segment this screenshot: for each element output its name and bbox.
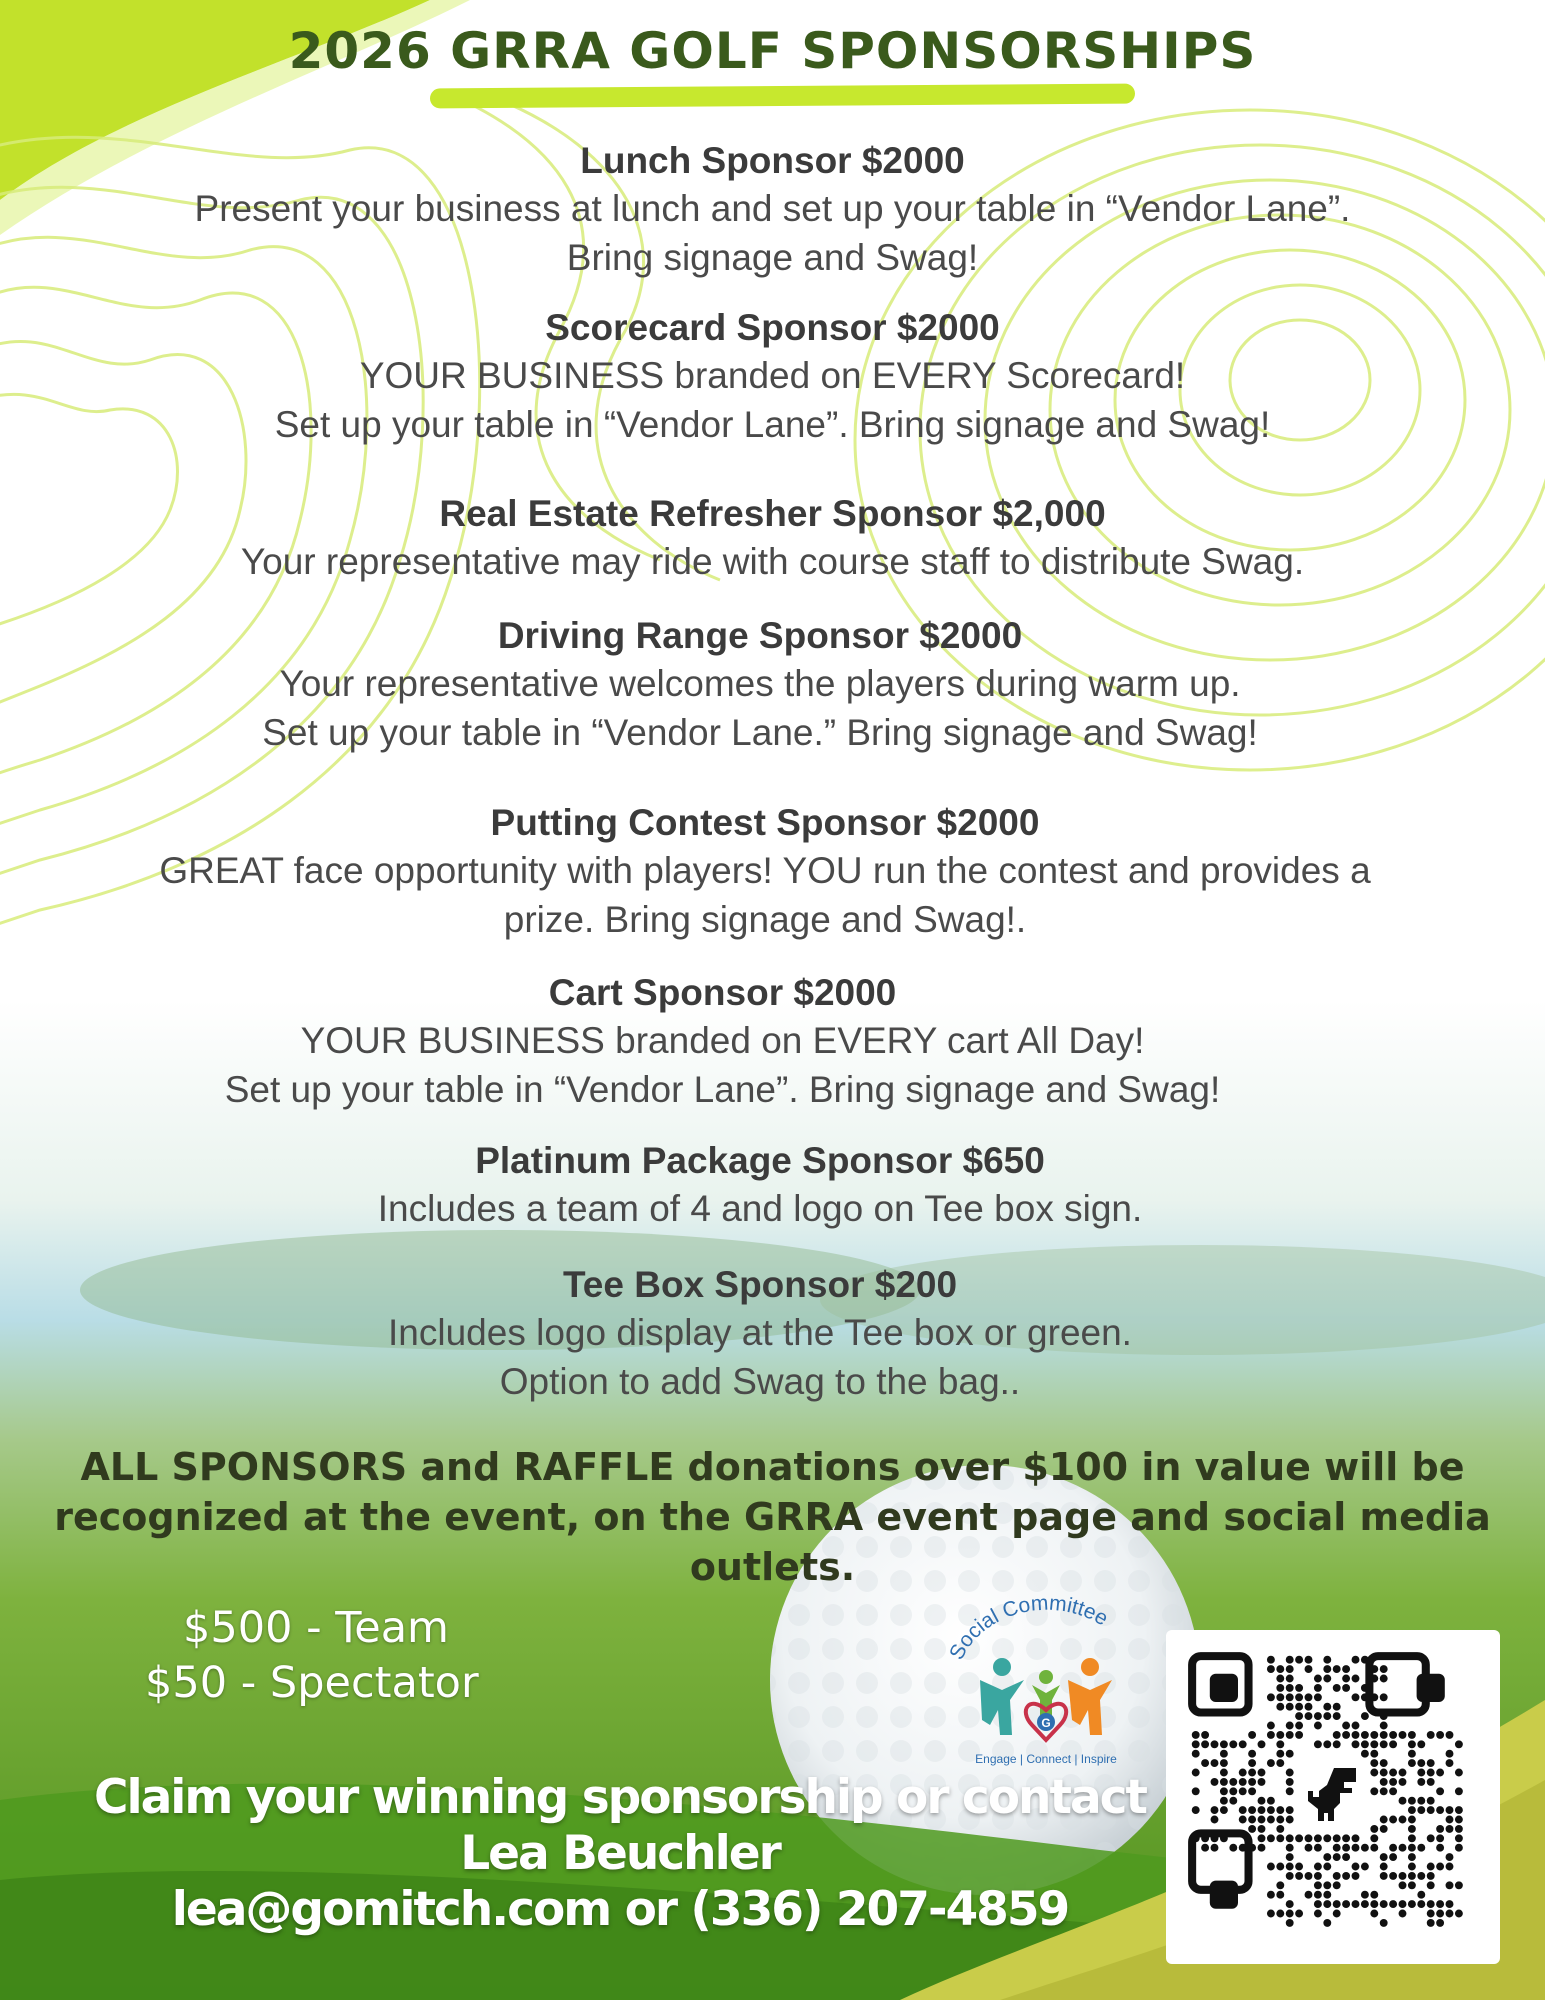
tee-box-sponsor-section — [60, 1262, 1460, 1406]
team-price: $500 - Team — [183, 1603, 449, 1653]
dinosaur-icon — [1308, 1768, 1356, 1821]
contact-name: Lea Beuchler — [460, 1826, 780, 1881]
page-title: 2026 GRRA GOLF SPONSORSHIPS — [288, 22, 1257, 80]
sponsor-description: Set up your table in “Vendor Lane.” Bring signage and Swag! — [262, 712, 1258, 753]
logo-arc-text: Social Committee — [945, 1591, 1112, 1664]
sponsor-description: Includes a team of 4 and logo on Tee box sign. — [377, 1188, 1143, 1229]
sponsor-description: Your representative may ride with course staff to distribute Swag. — [240, 541, 1305, 582]
scorecard-sponsor-section — [60, 305, 1485, 449]
sponsor-title: Scorecard Sponsor $2000 — [545, 307, 1000, 348]
sponsor-description: YOUR BUSINESS branded on EVERY Scorecard! — [359, 355, 1186, 396]
sponsor-description: Bring signage and Swag! — [566, 237, 979, 278]
sponsor-description: prize. Bring signage and Swag!. — [503, 899, 1027, 940]
platinum-package-sponsor-section — [60, 1138, 1460, 1233]
sponsor-title: Driving Range Sponsor $2000 — [497, 615, 1023, 656]
sponsor-description: GREAT face opportunity with players! YOU run the contest and provides a — [159, 850, 1371, 891]
sponsor-title: Real Estate Refresher Sponsor $2,000 — [439, 493, 1106, 534]
sponsor-description: Option to add Swag to the bag.. — [499, 1361, 1021, 1402]
sponsor-description: Set up your table in “Vendor Lane”. Bring signage and Swag! — [224, 1069, 1221, 1110]
lunch-sponsor-section — [60, 138, 1485, 282]
qr-finder-center — [1210, 1881, 1238, 1909]
sponsor-description: Includes logo display at the Tee box or green. — [388, 1312, 1132, 1353]
logo-tagline: Engage | Connect | Inspire — [975, 1752, 1117, 1766]
sponsor-title: Cart Sponsor $2000 — [548, 972, 897, 1013]
real-estate-refresher-sponsor-section — [60, 491, 1485, 586]
cart-sponsor-section — [60, 970, 1385, 1114]
sponsor-description: Present your business at lunch and set up your table in “Vendor Lane”. — [194, 188, 1351, 229]
sponsor-title: Lunch Sponsor $2000 — [580, 140, 965, 181]
qr-code[interactable] — [1166, 1630, 1500, 1964]
sponsor-title: Platinum Package Sponsor $650 — [475, 1140, 1045, 1181]
recognition-line: recognized at the event, on the GRRA event page and social media — [54, 1495, 1491, 1539]
recognition-line: ALL SPONSORS and RAFFLE donations over $100 in value will be — [80, 1445, 1465, 1489]
logo-letter: G — [1041, 1716, 1051, 1730]
putting-contest-sponsor-section — [15, 800, 1515, 944]
recognition-line: outlets. — [689, 1545, 856, 1589]
sponsor-description: Set up your table in “Vendor Lane”. Bring signage and Swag! — [274, 404, 1271, 445]
sponsor-description: Your representative welcomes the players during warm up. — [279, 663, 1241, 704]
driving-range-sponsor-section — [60, 613, 1460, 757]
spectator-price: $50 - Spectator — [145, 1658, 479, 1708]
claim-line: Claim your winning sponsorship or contact — [93, 1770, 1147, 1825]
sponsor-description: YOUR BUSINESS branded on EVERY cart All Day! — [300, 1020, 1145, 1061]
qr-code-graphic — [1166, 1630, 1500, 1964]
sponsor-title: Putting Contest Sponsor $2000 — [490, 802, 1040, 843]
social-committee-logo — [940, 1585, 1150, 1780]
contact-email-phone[interactable]: lea@gomitch.com or (336) 207-4859 — [171, 1882, 1069, 1937]
contact-callout — [60, 1770, 1180, 1938]
qr-finder-center — [1210, 1674, 1238, 1702]
sponsor-title: Tee Box Sponsor $200 — [562, 1264, 958, 1305]
recognition-note — [40, 1442, 1505, 1592]
qr-finder-center — [1417, 1674, 1445, 1702]
